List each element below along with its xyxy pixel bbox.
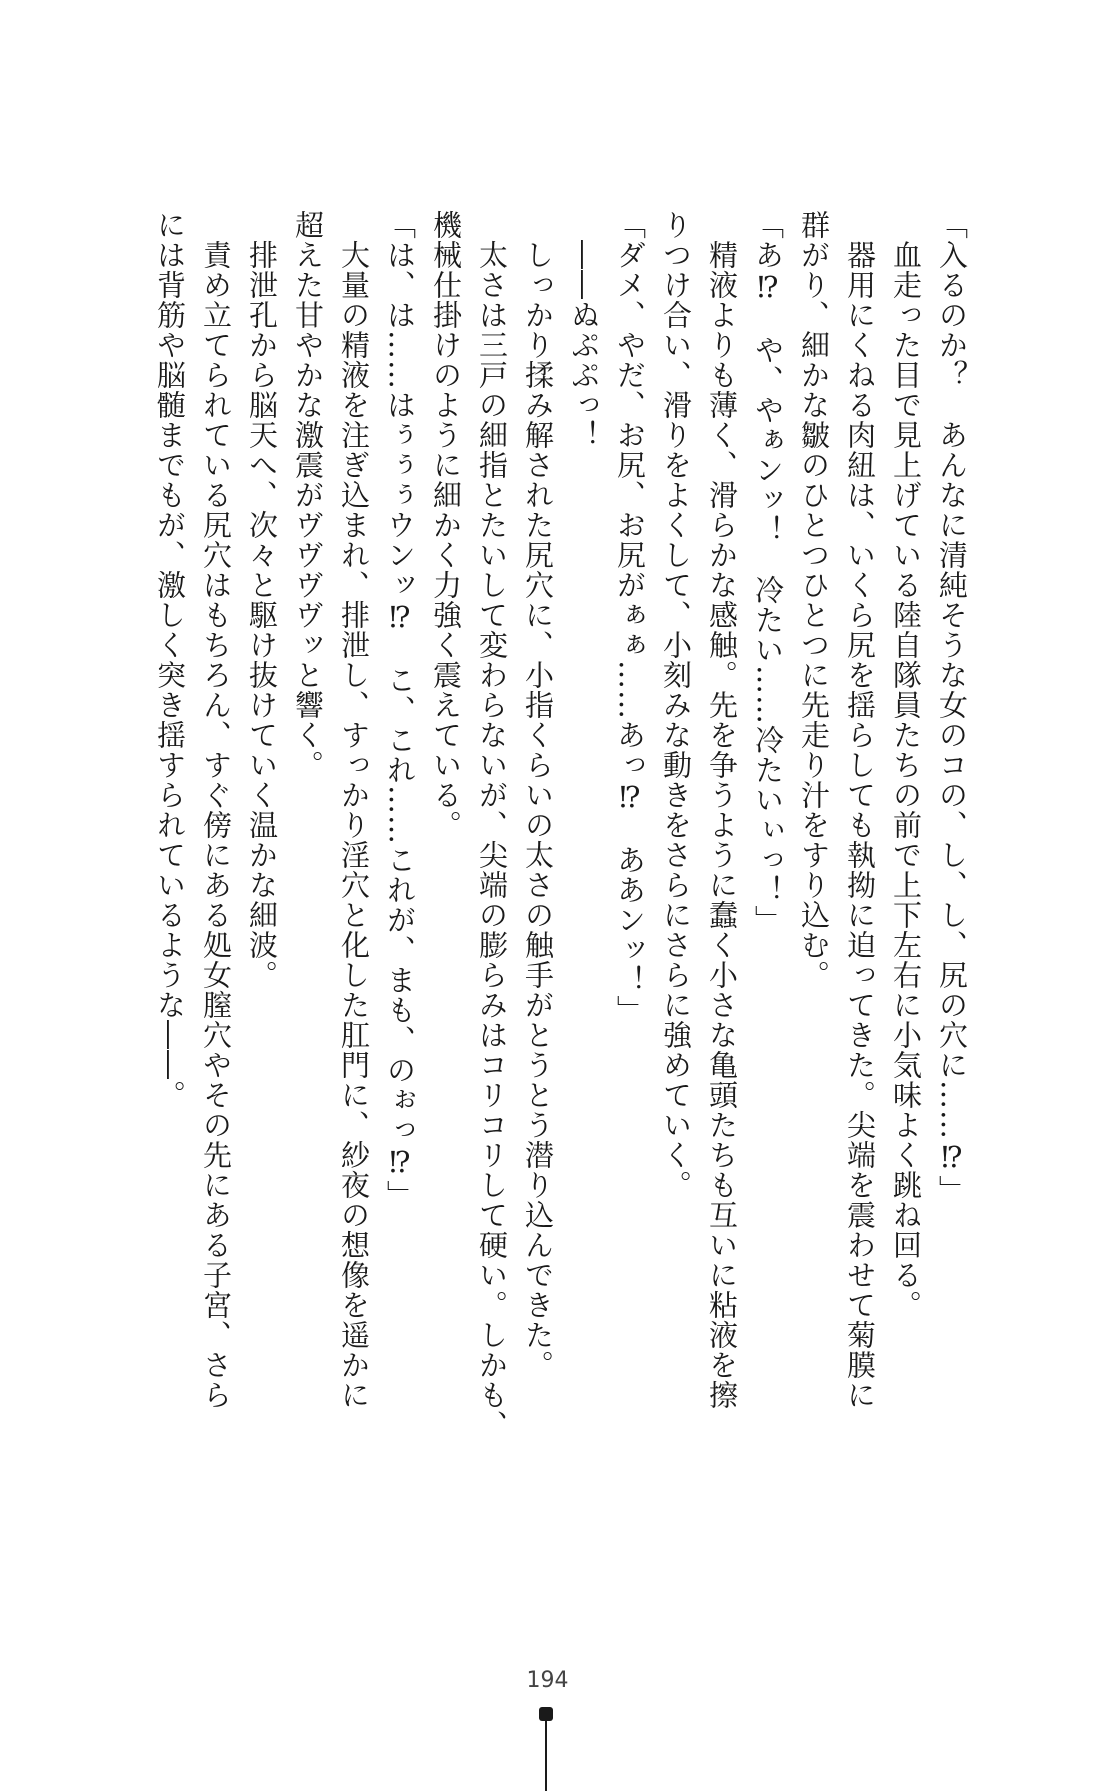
page-marker-rule [545, 1721, 547, 1791]
text-line: 血走った目で見上げている陸自隊員たちの前で上下左右に小気味よく跳ね回る。 [889, 210, 923, 1320]
text-line: 「あ⁉ や、やぁンッ！ 冷たい……冷たいぃっ！」 [751, 210, 785, 935]
text-line: 「は、は……はぅぅぅウンッ⁉ こ、これ……これが、まも、のぉっ⁉」 [383, 210, 417, 1210]
text-line: 超えた甘やかな激震がヴヴヴヴッと響く。 [291, 210, 325, 780]
text-line: 群がり、細かな皺のひとつひとつに先走り汁をすり込む。 [797, 210, 831, 990]
text-line: 精液よりも薄く、滑らかな感触。先を争うように蠢く小さな亀頭たちも互いに粘液を擦 [705, 210, 739, 1410]
text-line: 「入るのか？ あんなに清純そうな女のコの、し、し、尻の穴に……⁉」 [935, 210, 969, 1205]
page-number: 194 [526, 1668, 569, 1693]
page-marker-icon [539, 1707, 553, 1721]
text-line: 排泄孔から脳天へ、次々と駆け抜けていく温かな細波。 [245, 210, 279, 990]
text-line: 「ダメ、やだ、お尻、お尻がぁぁ……あっ⁉ ああンッ！」 [613, 210, 647, 1025]
text-line: には背筋や脳髄までもが、激しく突き揺すられているような――。 [153, 210, 187, 1110]
text-line: 太さは三戸の細指とたいして変わらないが、尖端の膨らみはコリコリして硬い。しかも、 [475, 210, 509, 1440]
text-line: 機械仕掛けのように細かく力強く震えている。 [429, 210, 463, 840]
body-text [147, 210, 975, 1500]
text-line: しっかり揉み解された尻穴に、小指くらいの太さの触手がとうとう潜り込んできた。 [521, 210, 555, 1380]
text-line: 大量の精液を注ぎ込まれ、排泄し、すっかり淫穴と化した肛門に、紗夜の想像を遥かに [337, 210, 371, 1410]
text-line: ――ぬぷぷっ！ [567, 210, 601, 450]
text-line: りつけ合い、滑りをよくして、小刻みな動きをさらにさらに強めていく。 [659, 210, 693, 1200]
text-line: 器用にくねる肉紐は、いくら尻を揺らしても執拗に迫ってきた。尖端を震わせて菊膜に [843, 210, 877, 1410]
text-line: 責め立てられている尻穴はもちろん、すぐ傍にある処女膣穴やその先にある子宮、さら [199, 210, 233, 1410]
